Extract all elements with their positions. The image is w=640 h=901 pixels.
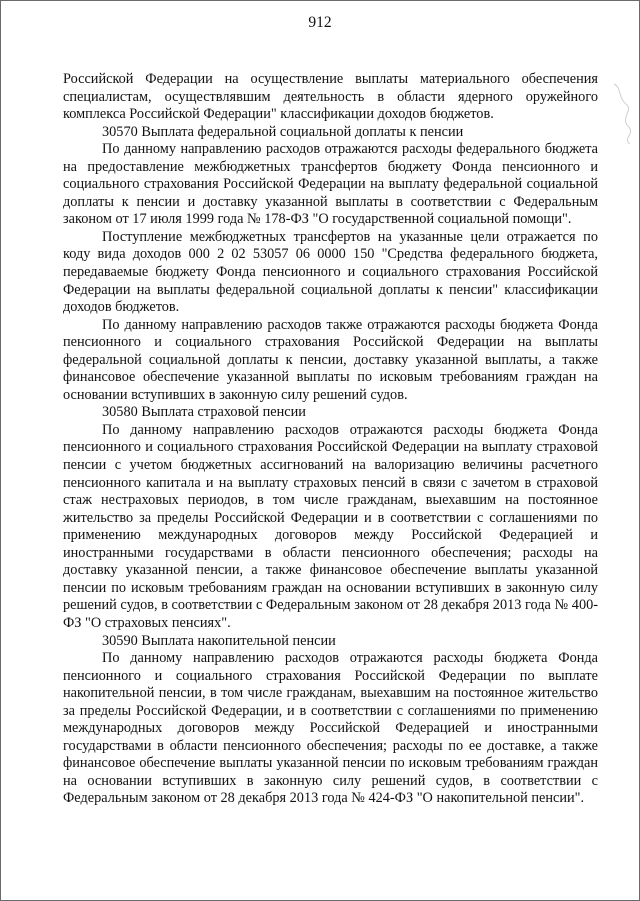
section-heading-30570: 30570 Выплата федеральной социальной доплаты к пенсии [102, 123, 464, 140]
paragraph: По данному направлению расходов отражаются расходы бюджета Фонда пенсионного и социального страхования Российской Федерации на выплату страховой пенсии с учетом бюджетных ассигнований на валоризацию величины расчетного пенсионного капитала и на выплату страховых пенсий в связи с зачетом в страховой стаж нестраховых периодов, в том числе гражданам, выехавшим на постоянное жительство за пределы Российской Федерации и в соответствии с соглашениями по применению международных договоров между Российской Федерацией и иностранными государствами в области пенсионного обеспечения; расходы на доставку указанной пенсии, а также финансовое обеспечение выплаты указанной пенсии по исковым требованиям граждан на основании вступивших в законную силу решений судов, в соответствии с Федеральным законом от 28 декабря 2013 года № 400-ФЗ "О страховых пенсиях". [63, 421, 598, 631]
page-number: 912 [308, 14, 332, 31]
paragraph: Поступление межбюджетных трансфертов на указанные цели отражается по коду вида доходов 000 2 02 53057 06 0000 150 "Средства федерального бюджета, передаваемые бюджету Фонда пенсионного и социального страхования Российской Федерации на выплаты федеральной социальной доплаты к пенсии" классификации доходов бюджетов. [63, 228, 598, 316]
paragraph: По данному направлению расходов отражаются расходы федерального бюджета на предоставление межбюджетных трансфертов бюджету Фонда пенсионного и социального страхования Российской Федерации на выплату федеральной социальной доплаты к пенсии и доставку указанной выплаты в соответствии с Федеральным законом от 17 июля 1999 года № 178-ФЗ "О государственной социальной помощи". [63, 141, 598, 228]
document-body [63, 71, 598, 808]
margin-mark [610, 78, 636, 148]
paragraph-continuation: Российской Федерации на осуществление выплаты материального обеспечения специалистам, осуществлявшим деятельность в области ядерного оружейного комплекса Российской Федерации" классификации доходов бюджетов. [63, 71, 598, 123]
paragraph: По данному направлению расходов отражаются расходы бюджета Фонда пенсионного и социального страхования Российской Федерации по выплате накопительной пенсии, в том числе гражданам, выехавшим на постоянное жительство за пределы Российской Федерации, и в соответствии с соглашениями по применению международных договоров между Российской Федерацией и иностранными государствами в области пенсионного обеспечения; расходы по ее доставке, а также финансовое обеспечение выплаты указанной пенсии по исковым требованиям граждан на основании вступивших в законную силу решений судов, в соответствии с Федеральным законом от 28 декабря 2013 года № 424-ФЗ "О накопительной пенсии". [63, 650, 598, 807]
section-heading-30580: 30580 Выплата страховой пенсии [102, 404, 306, 421]
section-heading-30590: 30590 Выплата накопительной пенсии [102, 632, 336, 649]
paragraph: По данному направлению расходов также отражаются расходы бюджета Фонда пенсионного и социального страхования Российской Федерации на выплаты федеральной социальной доплаты к пенсии, доставку указанной выплаты, а также финансовое обеспечение указанной выплаты по исковым требованиям граждан на основании вступивших в законную силу решений судов. [63, 316, 598, 403]
